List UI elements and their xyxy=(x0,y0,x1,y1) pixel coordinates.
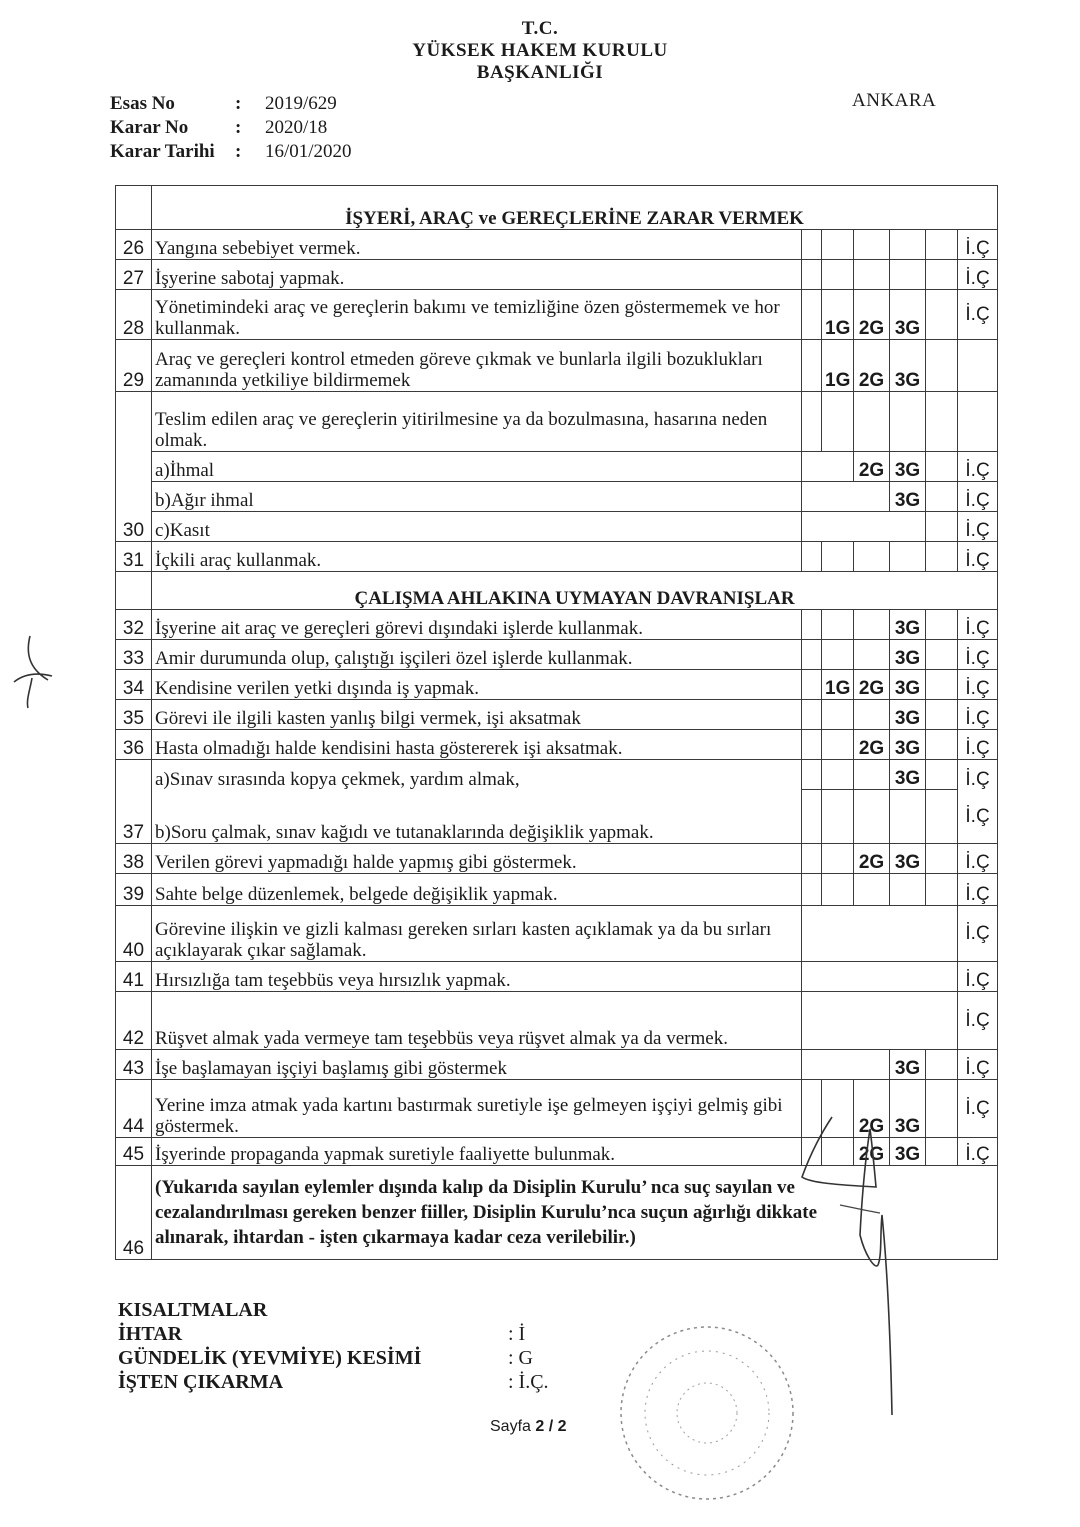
row-text: İçkili araç kullanmak. xyxy=(152,542,802,572)
penalty-3g: 3G xyxy=(890,452,926,482)
penalty-ic: İ.Ç xyxy=(958,640,998,670)
tarih-value: 16/01/2020 xyxy=(265,141,352,162)
penalty-ic: İ.Ç xyxy=(958,760,998,790)
row-number: 28 xyxy=(116,290,152,340)
penalty-ic: İ.Ç xyxy=(958,874,998,906)
table-row xyxy=(116,730,998,760)
table-subrow xyxy=(116,452,998,482)
row-text: Yerine imza atmak yada kartını bastırmak suretiyle işe gelmeyen işçiyi gelmiş gibi göstermek. xyxy=(152,1080,802,1138)
penalty-3g: 3G xyxy=(890,844,926,874)
row-text: Sahte belge düzenlemek, belgede değişiklik yapmak. xyxy=(152,874,802,906)
abbr-ihtar-label: İHTAR xyxy=(118,1323,183,1345)
table-row xyxy=(116,1050,998,1080)
penalty-ic: İ.Ç xyxy=(958,1138,998,1166)
row-text: Görevine ilişkin ve gizli kalması gereken sırları kasten açıklamak ya da bu sırları açıklayarak çıkar sağlamak. xyxy=(152,906,802,962)
row-number: 27 xyxy=(116,260,152,290)
table-row xyxy=(116,260,998,290)
row-text: Hasta olmadığı halde kendisini hasta göstererek işi aksatmak. xyxy=(152,730,802,760)
penalty-ic: İ.Ç xyxy=(958,906,998,962)
abbr-isten-label: İŞTEN ÇIKARMA xyxy=(118,1371,284,1393)
row-number: 37 xyxy=(116,760,152,844)
page-value: 2 / 2 xyxy=(535,1418,567,1435)
abbreviations-title: KISALTMALAR xyxy=(118,1299,268,1321)
table-subrow xyxy=(116,790,998,844)
row-text: Kendisine verilen yetki dışında iş yapmak. xyxy=(152,670,802,700)
header-line-tc: T.C. xyxy=(521,18,559,39)
penalty-ic: İ.Ç xyxy=(958,452,998,482)
row-text: İşyerine sabotaj yapmak. xyxy=(152,260,802,290)
row-number: 26 xyxy=(116,230,152,260)
row-number: 32 xyxy=(116,610,152,640)
table-row xyxy=(116,874,998,906)
penalty-ic: İ.Ç xyxy=(958,1050,998,1080)
penalty-ic: İ.Ç xyxy=(958,482,998,512)
abbreviations xyxy=(118,1298,549,1394)
row-text: Teslim edilen araç ve gereçlerin yitirilmesine ya da bozulmasına, hasarına neden olmak. xyxy=(152,392,802,452)
penalty-2g: 2G xyxy=(854,340,890,392)
row-text: Amir durumunda olup, çalıştığı işçileri özel işlerde kullanmak. xyxy=(152,640,802,670)
tarih-label: Karar Tarihi xyxy=(110,141,215,162)
penalty-3g: 3G xyxy=(890,640,926,670)
table-row xyxy=(116,610,998,640)
penalty-2g: 2G xyxy=(854,730,890,760)
abbr-ihtar-value: : İ xyxy=(508,1323,526,1345)
penalty-ic: İ.Ç xyxy=(958,542,998,572)
table-row xyxy=(116,392,998,452)
table-row xyxy=(116,992,998,1050)
penalty-3g: 3G xyxy=(890,1138,926,1166)
karar-value: 2020/18 xyxy=(265,117,328,138)
row-text: Hırsızlığa tam teşebbüs veya hırsızlık yapmak. xyxy=(152,962,802,992)
row-number: 42 xyxy=(116,992,152,1050)
row-number: 29 xyxy=(116,340,152,392)
row-text: İşe başlamayan işçiyi başlamış gibi göstermek xyxy=(152,1050,802,1080)
row-number: 30 xyxy=(116,392,152,542)
table-row xyxy=(116,290,998,340)
penalty-3g: 3G xyxy=(890,730,926,760)
penalty-3g: 3G xyxy=(890,290,926,340)
penalty-ic: İ.Ç xyxy=(958,260,998,290)
penalty-2g: 2G xyxy=(854,1138,890,1166)
penalty-1g: 1G xyxy=(822,670,854,700)
row-text: Araç ve gereçleri kontrol etmeden göreve çıkmak ve bunlarla ilgili bozuklukları zamanında yetkiliye bildirmemek xyxy=(152,340,802,392)
row-text: c)Kasıt xyxy=(152,512,802,542)
row-number: 34 xyxy=(116,670,152,700)
penalty-1g: 1G xyxy=(822,340,854,392)
penalty-3g: 3G xyxy=(890,340,926,392)
table-row xyxy=(116,542,998,572)
abbr-gundelik-value: : G xyxy=(508,1347,533,1369)
penalty-ic: İ.Ç xyxy=(958,790,998,844)
header-line-presidency: BAŞKANLIĞI xyxy=(476,62,604,83)
row-text: (Yukarıda sayılan eylemler dışında kalıp da Disiplin Kurulu’ nca suç sayılan ve cezalandırılması gereken benzer fiiller, Disiplin Kurulu’nca suçun ağırlığı dikkate alınarak, ihtardan - işten çıkarmaya kadar ceza verilebilir.) xyxy=(152,1166,998,1260)
penalty-3g: 3G xyxy=(890,610,926,640)
penalty-2g: 2G xyxy=(854,290,890,340)
row-number: 46 xyxy=(116,1166,152,1260)
row-number: 45 xyxy=(116,1138,152,1166)
case-meta xyxy=(110,92,352,164)
page-indicator xyxy=(490,1418,567,1436)
penalty-3g: 3G xyxy=(890,1080,926,1138)
penalty-2g: 2G xyxy=(854,1080,890,1138)
penalty-3g: 3G xyxy=(890,482,926,512)
table-row xyxy=(116,844,998,874)
section-title: ÇALIŞMA AHLAKINA UYMAYAN DAVRANIŞLAR xyxy=(152,572,998,610)
table-row xyxy=(116,670,998,700)
penalty-ic: İ.Ç xyxy=(958,700,998,730)
row-text: Görevi ile ilgili kasten yanlış bilgi vermek, işi aksatmak xyxy=(152,700,802,730)
row-text: a)Sınav sırasında kopya çekmek, yardım almak, xyxy=(152,760,802,790)
penalty-2g: 2G xyxy=(854,670,890,700)
row-text: İşyerine ait araç ve gereçleri görevi dışındaki işlerde kullanmak. xyxy=(152,610,802,640)
page-label: Sayfa xyxy=(490,1418,531,1435)
esas-label: Esas No xyxy=(110,93,175,114)
table-row xyxy=(116,962,998,992)
row-number: 39 xyxy=(116,874,152,906)
penalty-ic: İ.Ç xyxy=(958,610,998,640)
table-row xyxy=(116,700,998,730)
row-number: 31 xyxy=(116,542,152,572)
row-number: 44 xyxy=(116,1080,152,1138)
esas-value: 2019/629 xyxy=(265,93,337,114)
row-text: İşyerinde propaganda yapmak suretiyle faaliyette bulunmak. xyxy=(152,1138,802,1166)
row-text: a)İhmal xyxy=(152,452,802,482)
row-number: 38 xyxy=(116,844,152,874)
section-row xyxy=(116,186,998,230)
penalty-2g: 2G xyxy=(854,844,890,874)
row-number: 41 xyxy=(116,962,152,992)
penalty-ic: İ.Ç xyxy=(958,670,998,700)
penalty-2g: 2G xyxy=(854,452,890,482)
row-number: 35 xyxy=(116,700,152,730)
penalty-ic: İ.Ç xyxy=(958,992,998,1050)
city: ANKARA xyxy=(852,90,937,111)
row-text: Verilen görevi yapmadığı halde yapmış gibi göstermek. xyxy=(152,844,802,874)
margin-mark xyxy=(8,632,58,712)
table-row xyxy=(116,230,998,260)
penalty-ic: İ.Ç xyxy=(958,512,998,542)
table-row xyxy=(116,340,998,392)
signature xyxy=(780,1095,930,1435)
penalty-3g: 3G xyxy=(890,1050,926,1080)
section-title: İŞYERİ, ARAÇ ve GEREÇLERİNE ZARAR VERMEK xyxy=(152,186,998,230)
row-text: Rüşvet almak yada vermeye tam teşebbüs veya rüşvet almak ya da vermek. xyxy=(152,992,802,1050)
colon: : xyxy=(235,117,242,138)
abbr-gundelik-label: GÜNDELİK (YEVMİYE) KESİMİ xyxy=(118,1347,422,1369)
penalty-1g: 1G xyxy=(822,290,854,340)
karar-label: Karar No xyxy=(110,117,189,138)
penalty-ic: İ.Ç xyxy=(958,730,998,760)
penalty-ic: İ.Ç xyxy=(958,962,998,992)
table-subrow xyxy=(116,512,998,542)
row-number: 36 xyxy=(116,730,152,760)
document-header xyxy=(0,18,1080,84)
row-text: b)Ağır ihmal xyxy=(152,482,802,512)
penalty-3g: 3G xyxy=(890,700,926,730)
table-subrow xyxy=(116,482,998,512)
penalty-ic: İ.Ç xyxy=(958,844,998,874)
section-row xyxy=(116,572,998,610)
penalty-ic: İ.Ç xyxy=(958,1080,998,1138)
penalty-3g: 3G xyxy=(890,760,926,790)
official-stamp xyxy=(612,1318,802,1508)
penalty-ic: İ.Ç xyxy=(958,290,998,340)
penalty-ic: İ.Ç xyxy=(958,230,998,260)
row-text: Yangına sebebiyet vermek. xyxy=(152,230,802,260)
row-text: b)Soru çalmak, sınav kağıdı ve tutanaklarında değişiklik yapmak. xyxy=(152,790,802,844)
header-line-institution: YÜKSEK HAKEM KURULU xyxy=(412,40,668,61)
colon: : xyxy=(235,141,242,162)
row-number: 33 xyxy=(116,640,152,670)
table-row xyxy=(116,906,998,962)
row-number: 43 xyxy=(116,1050,152,1080)
penalty-3g: 3G xyxy=(890,670,926,700)
abbr-isten-value: : İ.Ç. xyxy=(508,1371,549,1393)
row-text: Yönetimindeki araç ve gereçlerin bakımı ve temizliğine özen göstermemek ve hor kullanmak. xyxy=(152,290,802,340)
colon: : xyxy=(235,93,242,114)
table-row xyxy=(116,760,998,790)
row-number: 40 xyxy=(116,906,152,962)
table-row xyxy=(116,640,998,670)
